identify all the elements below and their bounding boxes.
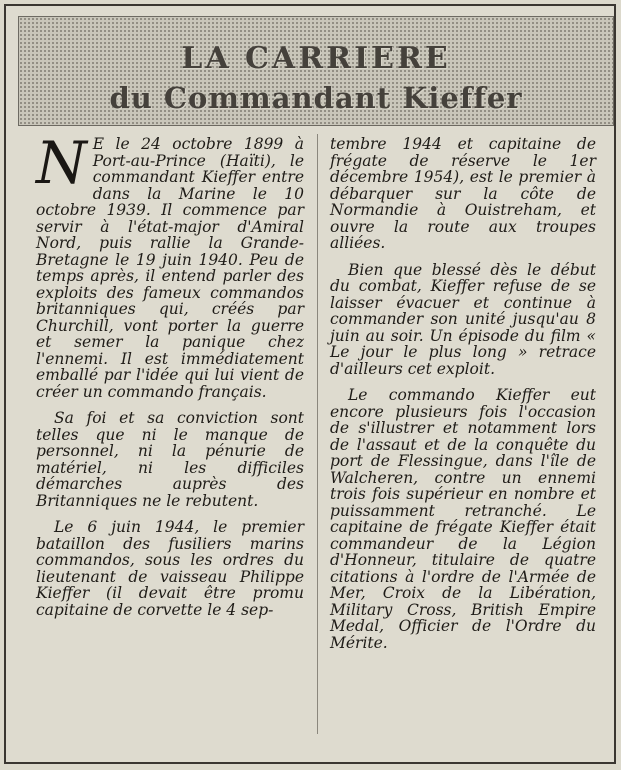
headline-box <box>18 16 614 126</box>
column-divider <box>317 134 318 734</box>
paragraph-3: Le 6 juin 1944, le premier bataillon des fusiliers marins commandos, sous les ordres du lieutenant de vaisseau Philippe Kieffer (il devait être promu capitaine de corvette le 4 sep- <box>36 518 304 619</box>
paragraph-5: Bien que blessé dès le début du combat, Kieffer refuse de se laisser évacuer et continue à commander son unité jusqu'au 8 juin au soir. Un épisode du film « Le jour le plus long » retrace d'ailleurs cet exploit. <box>330 260 596 378</box>
drop-cap: N <box>36 129 87 197</box>
article-frame <box>4 4 616 764</box>
paragraph-6: Le commando Kieffer eut encore plusieurs fois l'occasion de s'illustrer et notamment lors de l'assaut et de la conquête du port de Flessingue, dans l'île de Walcheren, contre un ennemi trois fois supérieur en nombre et puissamment retranché. Le capitaine de frégate Kieffer était commandeur de la Légion d'Honneur, titulaire de quatre citations à l'ordre de l'Armée de Mer, Croix de la Libération, Military Cross, British Empire Medal, Officier de l'Ordre du Mérite. <box>330 386 596 652</box>
paragraph-2: Sa foi et sa conviction sont telles que ni le manque de personnel, ni la pénurie de matériel, ni les difficiles démarches auprès des Britanniques ne le rebutent. <box>36 409 304 510</box>
right-column <box>330 136 596 661</box>
paragraph-1-text: E le 24 octobre 1899 à Port-au-Prince (Haïti), le commandant Kieffer entre dans la Marine le 10 octobre 1939. Il commence par servir à l'état-major d'Amiral Nord, puis rallie la Grande-Bretagne le 19 juin 1940. Peu de temps après, il entend parler des exploits des fameux commandos britanniques qui, créés par Churchill, vont porter la guerre et semer la panique chez l'ennemi. Il est immédiatement emballé par l'idée qui lui vient de créer un commando français. <box>36 135 304 401</box>
paragraph-1 <box>36 129 304 401</box>
paragraph-4: tembre 1944 et capitaine de frégate de réserve le 1er décembre 1954), est le premier à débarquer sur la côte de Normandie à Ouistreham, et ouvre la route aux troupes alliées. <box>330 135 596 252</box>
left-column <box>36 129 304 628</box>
headline-line-1: LA CARRIERE <box>181 41 451 76</box>
headline-line-2: du Commandant Kieffer <box>109 81 523 115</box>
